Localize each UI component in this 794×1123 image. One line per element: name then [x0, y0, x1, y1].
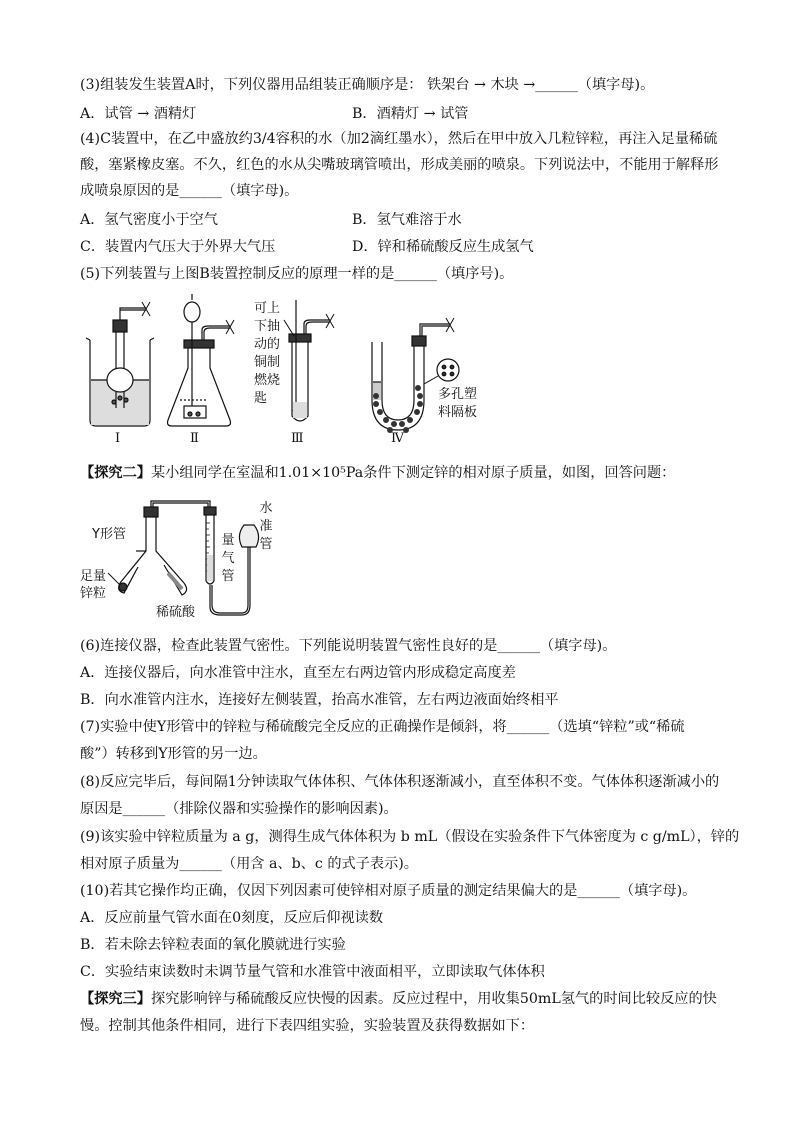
- explore3-head: 【探究三】: [80, 991, 151, 1007]
- iv-label-2: 料隔板: [438, 405, 478, 420]
- apparatus-iii: [284, 300, 334, 421]
- q10-option-c: C．实验结束读数时未调节量气管和水准管中液面相平，立即读取气体体积: [80, 964, 545, 980]
- iii-label-6: 匙: [254, 391, 268, 406]
- q9-line-1: (9)该实验中锌粒质量为 a g，测得生成气体体积为 b mL（假设在实验条件下气体密度为 c g/mL），锌的: [80, 829, 740, 845]
- q6-option-b: B．向水准管内注水，连接好左侧装置，抬高水准管，左右两边液面始终相平: [80, 692, 559, 708]
- y-tube-label: Y形管: [92, 527, 126, 542]
- explore2-head: 【探究二】: [80, 465, 151, 481]
- q9-line-2: 相对原子质量为______（用含 a、b、c 的式子表示)。: [80, 856, 418, 872]
- q4-option-a: A．氢气密度小于空气: [80, 212, 218, 228]
- q8-line-1: (8)反应完毕后，每间隔1分钟读取气体体积、气体体积逐渐减小，直至体积不变。气体体积逐渐减小的: [80, 774, 720, 790]
- q4-option-c: C．装置内气压大于外界大气压: [80, 239, 276, 255]
- q4-option-d: D．锌和稀硫酸反应生成氢气: [352, 239, 534, 255]
- zinc-label-1: 足量: [80, 569, 107, 584]
- apparatus-i: [86, 302, 154, 426]
- water-tube-label: 水准管: [259, 501, 273, 552]
- q4-line-2: 酸，塞紧橡皮塞。不久，红色的水从尖嘴玻璃管喷出，形成美丽的喷泉。下列说法中，不能用于解释形: [80, 157, 719, 173]
- figure-roman-iv: Ⅳ: [391, 431, 404, 446]
- q6-option-a: A．连接仪器后，向水准管中注水，直至左右两边管内形成稳定高度差: [80, 665, 516, 681]
- q3-option-b: B．酒精灯 → 试管: [352, 106, 469, 122]
- iii-label-1: 可上: [254, 301, 281, 316]
- q7-line-1: (7)实验中使Y形管中的锌粒与稀硫酸完全反应的正确操作是倾斜，将______（选填“锌粒”或“稀硫: [80, 719, 685, 735]
- q6-stem: (6)连接仪器，检查此装置气密性。下列能说明装置气密性良好的是______（填字母)。: [80, 638, 617, 654]
- q10-option-b: B．若未除去锌粒表面的氧化膜就进行实验: [80, 937, 346, 953]
- iii-label-4: 铜制: [254, 355, 281, 370]
- q3-stem: (3)组装发生装置A时，下列仪器用品组装正确顺序是： 铁架台 → 木块 →______（填字母)。: [80, 77, 655, 93]
- acid-label: 稀硫酸: [156, 605, 196, 620]
- q5-apparatus-figure: [80, 290, 500, 450]
- q10-stem: (10)若其它操作均正确，仅因下列因素可使锌相对原子质量的测定结果偏大的是______（填字母)。: [80, 883, 697, 899]
- q8-line-2: 原因是______（排除仪器和实验操作的影响因素)。: [80, 801, 398, 817]
- q7-line-2: 酸”）转移到Y形管的另一边。: [80, 746, 267, 762]
- iii-label-2: 下抽: [254, 319, 281, 334]
- figure-roman-ii: Ⅱ: [190, 431, 199, 446]
- q4-line-1: (4)C装置中，在乙中盛放约3/4容积的水（加2滴红墨水），然后在甲中放入几粒锌粒，再注入足量稀硫: [80, 131, 718, 147]
- iii-label-3: 动的: [254, 337, 281, 352]
- explore3-line-2: 慢。控制其他条件相同，进行下表四组实验，实验装置及获得数据如下：: [80, 1018, 535, 1034]
- explore3-text-1: 探究影响锌与稀硫酸反应快慢的因素。反应过程中，用收集50mL氢气的时间比较反应的快: [150, 991, 717, 1007]
- gas-tube-label: 量气管: [221, 533, 235, 584]
- q3-option-a: A．试管 → 酒精灯: [80, 106, 197, 122]
- q4-option-b: B．氢气难溶于水: [352, 212, 462, 228]
- figure-roman-i: Ⅰ: [115, 431, 121, 446]
- zinc-label-2: 锌粒: [80, 586, 107, 601]
- q4-line-3: 成喷泉原因的是______（填字母)。: [80, 183, 299, 199]
- iv-label-1: 多孔塑: [438, 387, 478, 402]
- q5-stem: (5)下列装置与上图B装置控制反应的原理一样的是______（填序号)。: [80, 266, 514, 282]
- explore2-line: [80, 463, 675, 483]
- iii-label-5: 燃烧: [254, 373, 281, 388]
- figure-roman-iii: Ⅲ: [291, 431, 304, 446]
- explore2-text: 某小组同学在室温和1.01×10⁵Pa条件下测定锌的相对原子质量，如图，回答问题：: [150, 465, 676, 481]
- explore3-line-1: [80, 989, 717, 1009]
- q10-option-a: A．反应前量气管水面在0刻度，反应后仰视读数: [80, 910, 384, 926]
- apparatus-ii: [168, 294, 235, 426]
